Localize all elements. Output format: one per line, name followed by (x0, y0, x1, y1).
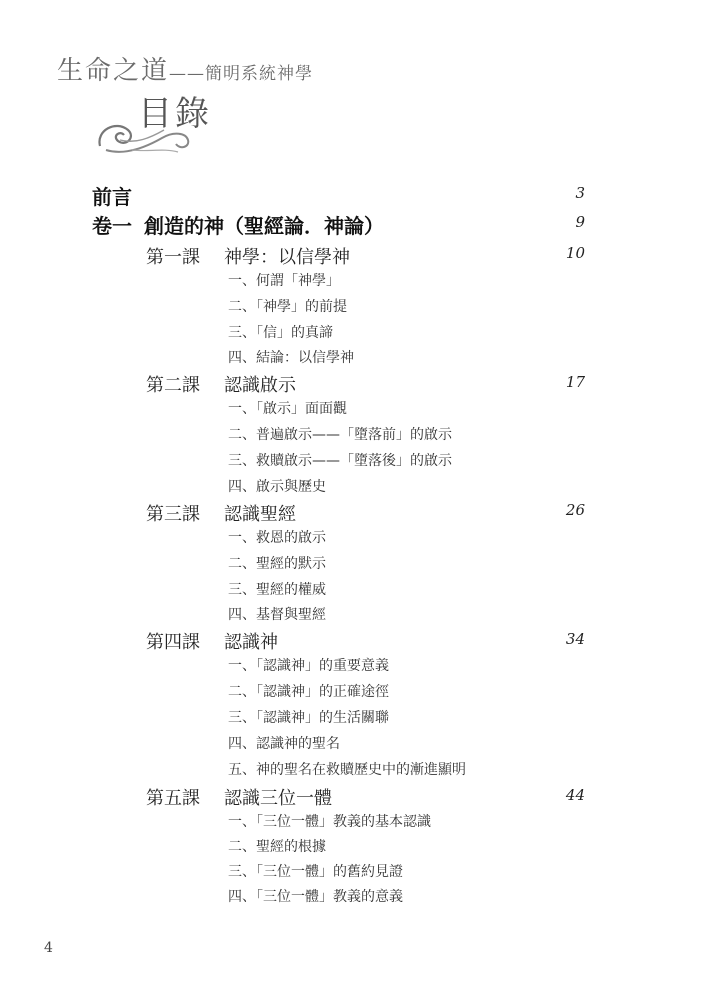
toc-section[interactable]: 四、基督與聖經 (228, 607, 326, 623)
book-subtitle: ——簡明系統神學 (169, 64, 314, 84)
toc-section[interactable]: 三、救贖啟示——「墮落後」的啟示 (228, 453, 452, 469)
toc-section[interactable]: 二、聖經的默示 (228, 556, 326, 572)
toc-lesson-2[interactable] (146, 371, 296, 397)
book-title (57, 50, 313, 87)
toc-section[interactable]: 四、認識神的聖名 (228, 736, 340, 752)
toc-lesson-1[interactable] (146, 243, 350, 269)
toc-section[interactable]: 四、結論：以信學神 (228, 350, 354, 366)
lesson-label: 第二課 (146, 375, 200, 396)
toc-section[interactable]: 一、「三位一體」教義的基本認識 (228, 814, 431, 830)
toc-section[interactable]: 二、普遍啟示——「墮落前」的啟示 (228, 427, 452, 443)
lesson-label: 第四課 (146, 632, 200, 653)
lesson-title: 認識三位一體 (224, 788, 332, 809)
toc-section[interactable]: 二、聖經的根據 (228, 839, 326, 855)
lesson-title: 認識聖經 (224, 504, 296, 525)
toc-section[interactable]: 三、「認識神」的生活關聯 (228, 710, 389, 726)
toc-section[interactable]: 一、救恩的啟示 (228, 530, 326, 546)
lesson-title: 認識啟示 (224, 375, 296, 396)
toc-section[interactable]: 一、何謂「神學」 (228, 273, 340, 289)
lesson-label: 第一課 (146, 247, 200, 268)
lesson-page: 17 (565, 373, 585, 391)
toc-section[interactable]: 五、神的聖名在救贖歷史中的漸進顯明 (228, 762, 466, 778)
toc-section[interactable]: 三、「三位一體」的舊約見證 (228, 864, 403, 880)
toc-preface[interactable] (92, 181, 132, 210)
preface-title: 前言 (92, 185, 132, 209)
toc-lesson-5[interactable] (146, 784, 332, 810)
lesson-page: 44 (565, 786, 585, 804)
lesson-title: 認識神 (224, 632, 278, 653)
toc-section[interactable]: 一、「認識神」的重要意義 (228, 658, 389, 674)
lesson-label: 第三課 (146, 504, 200, 525)
page-number: 4 (44, 940, 53, 956)
toc-section[interactable]: 二、「神學」的前提 (228, 299, 347, 315)
toc-section[interactable]: 三、「信」的真諦 (228, 325, 333, 341)
part-page: 9 (575, 213, 585, 231)
toc-lesson-3[interactable] (146, 500, 296, 526)
toc-section[interactable]: 一、「啟示」面面觀 (228, 401, 347, 417)
toc-section[interactable]: 四、啟示與歷史 (228, 479, 326, 495)
toc-lesson-4[interactable] (146, 628, 278, 654)
toc-part-1[interactable] (92, 210, 384, 239)
part-label: 卷一 (92, 214, 132, 238)
toc-section[interactable]: 三、聖經的權威 (228, 582, 326, 598)
lesson-title: 神學：以信學神 (224, 247, 350, 268)
scroll-ornament-icon (92, 116, 192, 158)
preface-page: 3 (575, 184, 585, 202)
part-title: 創造的神（聖經論．神論） (144, 214, 384, 238)
book-title-main: 生命之道 (57, 56, 170, 86)
lesson-page: 26 (565, 501, 585, 519)
lesson-label: 第五課 (146, 788, 200, 809)
lesson-page: 10 (565, 244, 585, 262)
toc-section[interactable]: 四、「三位一體」教義的意義 (228, 889, 403, 905)
toc-heading: 目錄 (138, 94, 212, 134)
lesson-page: 34 (565, 630, 585, 648)
toc-section[interactable]: 二、「認識神」的正確途徑 (228, 684, 389, 700)
